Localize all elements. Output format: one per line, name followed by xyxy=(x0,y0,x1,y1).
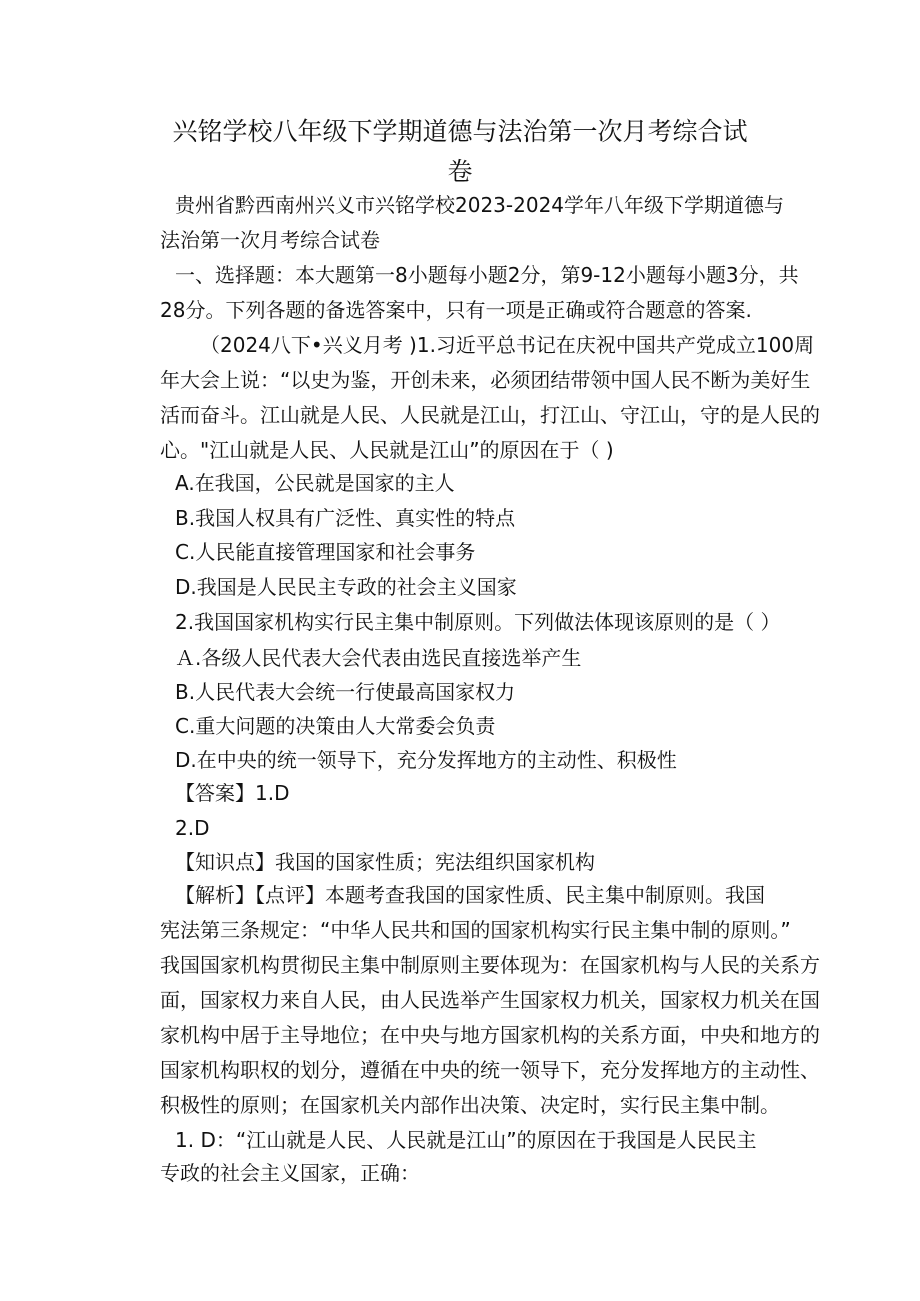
explain1-line2: 专政的社会主义国家，正确： xyxy=(160,1161,420,1185)
q1-option-a: A.在我国，公民就是国家的主人 xyxy=(175,471,455,495)
doc-title-line1: 兴铭学校八年级下学期道德与法治第一次月考综合试 xyxy=(172,117,748,146)
q2-option-b: B.人民代表大会统一行使最高国家权力 xyxy=(175,680,516,704)
q2-stem: 2.我国国家机构实行民主集中制原则。下列做法体现该原则的是（ ） xyxy=(175,610,781,634)
q1-option-d: D.我国是人民民主专政的社会主义国家 xyxy=(175,575,517,599)
analysis-line4: 面，国家权力来自人民，由人民选举产生国家权力机关，国家权力机关在国 xyxy=(160,988,820,1012)
analysis-line6: 国家机构职权的划分，遵循在中央的统一领导下，充分发挥地方的主动性、 xyxy=(160,1058,820,1082)
analysis-line3: 我国国家机构贯彻民主集中制原则主要体现为：在国家机构与人民的关系方 xyxy=(160,953,820,977)
subtitle-line1: 贵州省黔西南州兴义市兴铭学校2023-2024学年八年级下学期道德与 xyxy=(175,193,785,217)
q1-stem-line3: 活而奋斗。江山就是人民、人民就是江山，打江山、守江山，守的是人民的 xyxy=(160,403,820,427)
subtitle-line2: 法治第一次月考综合试卷 xyxy=(160,228,380,252)
analysis-line2: 宪法第三条规定：“中华人民共和国的国家机构实行民主集中制的原则。” xyxy=(160,918,791,942)
q1-stem-line4: 心。"江山就是人民、人民就是江山”的原因在于（ ) xyxy=(160,438,614,462)
section-instruction-line2: 28分。下列各题的备选答案中，只有一项是正确或符合题意的答案. xyxy=(160,298,752,322)
q2-option-a: Ａ.各级人民代表大会代表由选民直接选举产生 xyxy=(175,646,582,670)
q1-option-c: C.人民能直接管理国家和社会事务 xyxy=(175,540,476,564)
q1-option-b: B.我国人权具有广泛性、真实性的特点 xyxy=(175,506,516,530)
section-instruction-line1: 一、选择题：本大题第一8小题每小题2分，第9-12小题每小题3分，共 xyxy=(175,263,799,287)
answer-line2: 2.D xyxy=(175,816,210,840)
q2-option-d: D.在中央的统一领导下，充分发挥地方的主动性、积极性 xyxy=(175,748,677,772)
q1-stem-line2: 年大会上说：“以史为鉴，开创未来，必须团结带领中国人民不断为美好生 xyxy=(160,368,811,392)
knowledge-point: 【知识点】我国的国家性质；宪法组织国家机构 xyxy=(175,850,595,874)
answer-line1: 【答案】1.D xyxy=(175,781,290,805)
analysis-line5: 家机构中居于主导地位；在中央与地方国家机构的关系方面，中央和地方的 xyxy=(160,1023,820,1047)
doc-title-line2: 卷 xyxy=(447,157,473,186)
analysis-line7: 积极性的原则；在国家机关内部作出决策、决定时，实行民主集中制。 xyxy=(160,1093,780,1117)
q1-stem-line1: （2024八下•兴义月考 )1.习近平总书记在庆祝中国共产党成立100周 xyxy=(200,333,815,357)
explain1-line1: 1. D：“江山就是人民、人民就是江山”的原因在于我国是人民民主 xyxy=(175,1128,757,1152)
q2-option-c: C.重大问题的决策由人大常委会负责 xyxy=(175,714,496,738)
analysis-line1: 【解析】【点评】本题考查我国的国家性质、民主集中制原则。我国 xyxy=(175,883,765,907)
